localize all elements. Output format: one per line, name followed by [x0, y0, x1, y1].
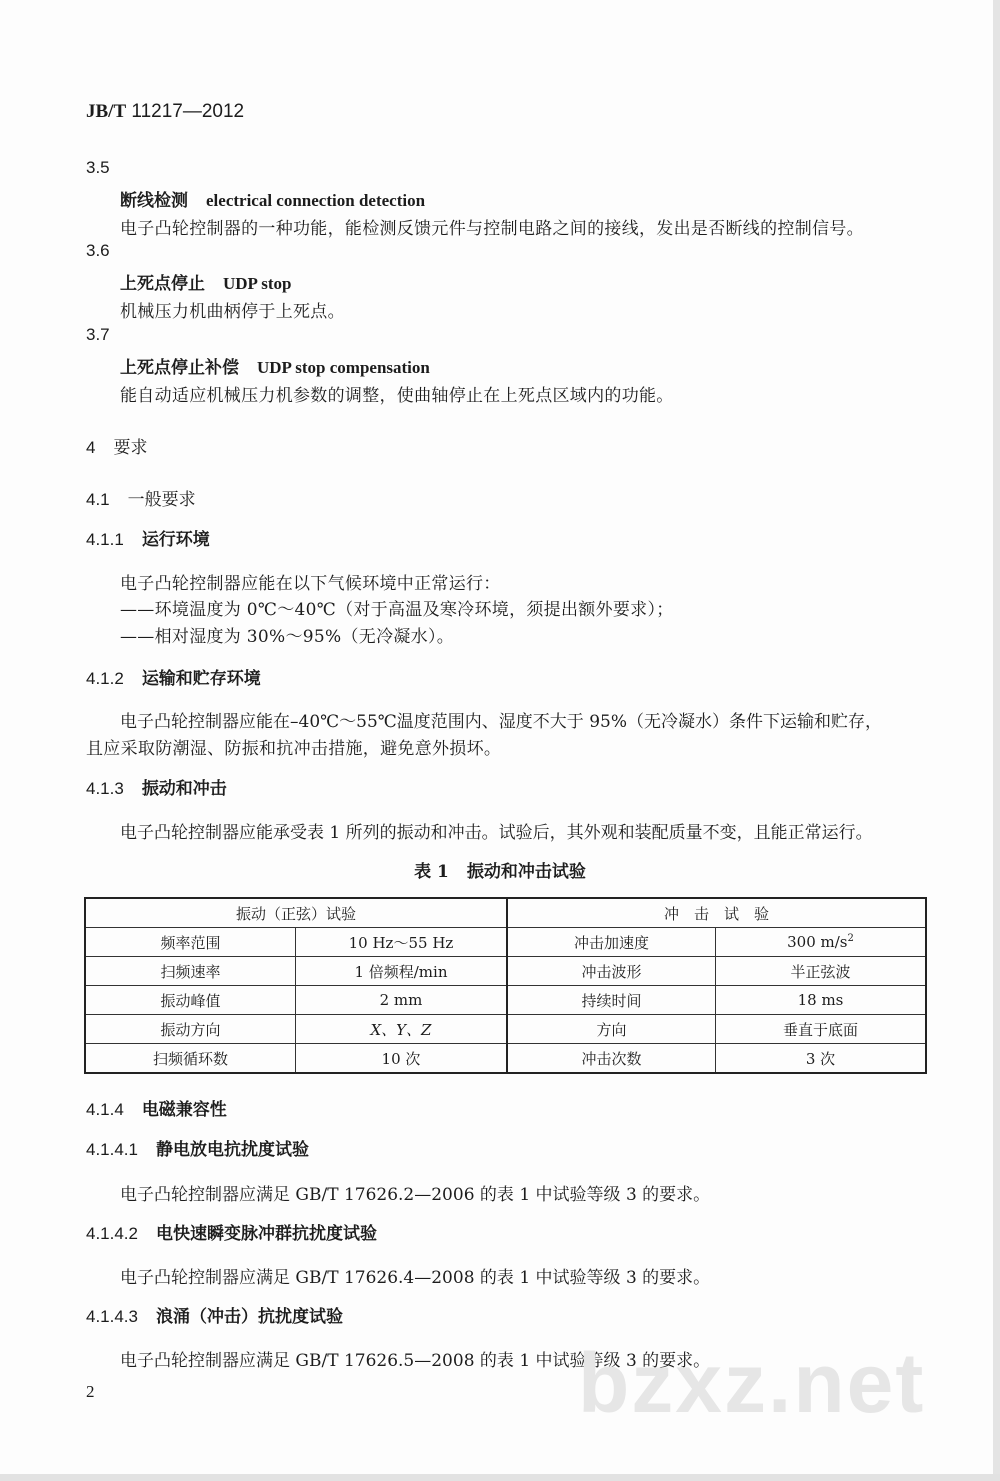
- term-zh: 上死点停止补偿: [120, 358, 239, 378]
- section-heading-4-1-4-2: [86, 1219, 377, 1244]
- vibration-param: 扫频循环数: [85, 1044, 295, 1074]
- section-title: 静电放电抗扰度试验: [156, 1140, 309, 1160]
- table-row: [85, 957, 926, 986]
- section-number: 4.1.3: [86, 779, 124, 798]
- paragraph: 电子凸轮控制器应满足 GB/T 17626.2—2006 的表 1 中试验等级 3 的要求。: [120, 1185, 711, 1205]
- term-en: UDP stop compensation: [257, 358, 430, 377]
- page-edge-right: [993, 0, 1000, 1481]
- paragraph: 电子凸轮控制器应能在以下气候环境中正常运行：: [120, 574, 501, 594]
- term-definition: 电子凸轮控制器的一种功能，能检测反馈元件与控制电路之间的接线，发出是否断线的控制信号。: [120, 219, 864, 239]
- table-row: [85, 928, 926, 957]
- shock-value: 半正弦波: [715, 957, 926, 986]
- vibration-value: 1 倍频程/min: [295, 957, 507, 986]
- section-number: 4.1.1: [86, 530, 124, 549]
- shock-value-superscript: 2: [847, 933, 854, 944]
- section-heading-4: [86, 433, 147, 458]
- paragraph-line: 电子凸轮控制器应能在–40℃～55℃温度范围内、湿度不大于 95%（无冷凝水）条件下运输和贮存，: [120, 712, 882, 732]
- shock-param: 冲击波形: [507, 957, 715, 986]
- paragraph: 电子凸轮控制器应能承受表 1 所列的振动和冲击。试验后，其外观和装配质量不变，且能正常运行。: [120, 823, 873, 843]
- term-en: UDP stop: [223, 274, 292, 293]
- section-number: 4: [86, 438, 96, 457]
- table-row: [85, 1015, 926, 1044]
- shock-param: 冲击次数: [507, 1044, 715, 1074]
- page-number: 2: [86, 1382, 95, 1401]
- term-number: 3.6: [86, 241, 110, 260]
- table-title: [0, 857, 1000, 882]
- term-zh: 上死点停止: [120, 274, 205, 294]
- page-edge-bottom: [0, 1474, 1000, 1481]
- section-number: 4.1: [86, 490, 110, 509]
- standard-number-header: [86, 101, 244, 123]
- section-number: 4.1.4: [86, 1100, 124, 1119]
- section-number: 4.1.4.3: [86, 1307, 138, 1326]
- shock-param: 持续时间: [507, 986, 715, 1015]
- term-zh: 断线检测: [120, 191, 188, 211]
- table-label: 表 1: [414, 862, 449, 882]
- standard-prefix: JB/T: [86, 101, 127, 122]
- vibration-shock-table: [84, 897, 927, 1074]
- vibration-value: 10 Hz～55 Hz: [295, 928, 507, 957]
- vibration-param: 频率范围: [85, 928, 295, 957]
- paragraph: 电子凸轮控制器应满足 GB/T 17626.4—2008 的表 1 中试验等级 3 的要求。: [120, 1268, 711, 1288]
- shock-value-cell: [715, 928, 926, 957]
- vibration-param: 振动峰值: [85, 986, 295, 1015]
- section-number: 4.1.4.2: [86, 1224, 138, 1243]
- section-heading-4-1-4-1: [86, 1135, 309, 1160]
- term-en: electrical connection detection: [206, 191, 426, 210]
- section-heading-4-1-4-3: [86, 1302, 343, 1327]
- vibration-param: 扫频速率: [85, 957, 295, 986]
- section-title: 运行环境: [141, 530, 210, 550]
- list-item: ——环境温度为 0℃～40℃（对于高温及寒冷环境，须提出额外要求）；: [120, 600, 674, 620]
- header-vibration: 振动（正弦）试验: [85, 898, 507, 928]
- shock-value: 300 m/s: [787, 933, 848, 951]
- term-definition: 能自动适应机械压力机参数的调整，使曲轴停止在上死点区域内的功能。: [120, 386, 674, 406]
- section-title: 振动和冲击: [141, 779, 227, 799]
- section-number: 4.1.2: [86, 669, 124, 688]
- vibration-value: 10 次: [295, 1044, 507, 1074]
- term-definition: 机械压力机曲柄停于上死点。: [120, 302, 345, 322]
- section-title: 要求: [113, 438, 148, 458]
- vibration-param: 振动方向: [85, 1015, 295, 1044]
- list-item: ——相对湿度为 30%～95%（无冷凝水）。: [120, 627, 455, 647]
- shock-value: 3 次: [715, 1044, 926, 1074]
- header-shock: 冲 击 试 验: [507, 898, 926, 928]
- term-number: 3.5: [86, 158, 110, 177]
- standard-number: 11217—2012: [131, 101, 245, 122]
- term-number: 3.7: [86, 325, 110, 344]
- section-title: 运输和贮存环境: [141, 669, 261, 689]
- term-heading: [120, 353, 430, 378]
- term-heading: [120, 186, 425, 211]
- shock-param: 方向: [507, 1015, 715, 1044]
- section-heading-4-1-3: [86, 774, 227, 799]
- section-heading-4-1-2: [86, 664, 261, 689]
- watermark: bzxz.net: [578, 1336, 926, 1430]
- section-heading-4-1-1: [86, 525, 210, 550]
- section-title: 电快速瞬变脉冲群抗扰度试验: [156, 1224, 377, 1244]
- section-title: 电磁兼容性: [141, 1100, 227, 1120]
- table-row: [85, 986, 926, 1015]
- table-header-row: [85, 898, 926, 928]
- vibration-value: 2 mm: [295, 986, 507, 1015]
- table-caption: 振动和冲击试验: [466, 862, 586, 882]
- shock-value: 垂直于底面: [715, 1015, 926, 1044]
- section-heading-4-1: [86, 485, 196, 510]
- paragraph: 电子凸轮控制器应满足 GB/T 17626.5—2008 的表 1 中试验等级 3 的要求。: [120, 1351, 711, 1371]
- shock-param: 冲击加速度: [507, 928, 715, 957]
- paragraph-line: 且应采取防潮湿、防振和抗冲击措施，避免意外损坏。: [86, 739, 502, 759]
- section-heading-4-1-4: [86, 1095, 227, 1120]
- section-title: 一般要求: [127, 490, 196, 510]
- term-heading: [120, 269, 291, 294]
- section-number: 4.1.4.1: [86, 1140, 138, 1159]
- shock-value: 18 ms: [715, 986, 926, 1015]
- table-row: [85, 1044, 926, 1074]
- vibration-value: X、Y、Z: [295, 1015, 507, 1044]
- section-title: 浪涌（冲击）抗扰度试验: [156, 1307, 343, 1327]
